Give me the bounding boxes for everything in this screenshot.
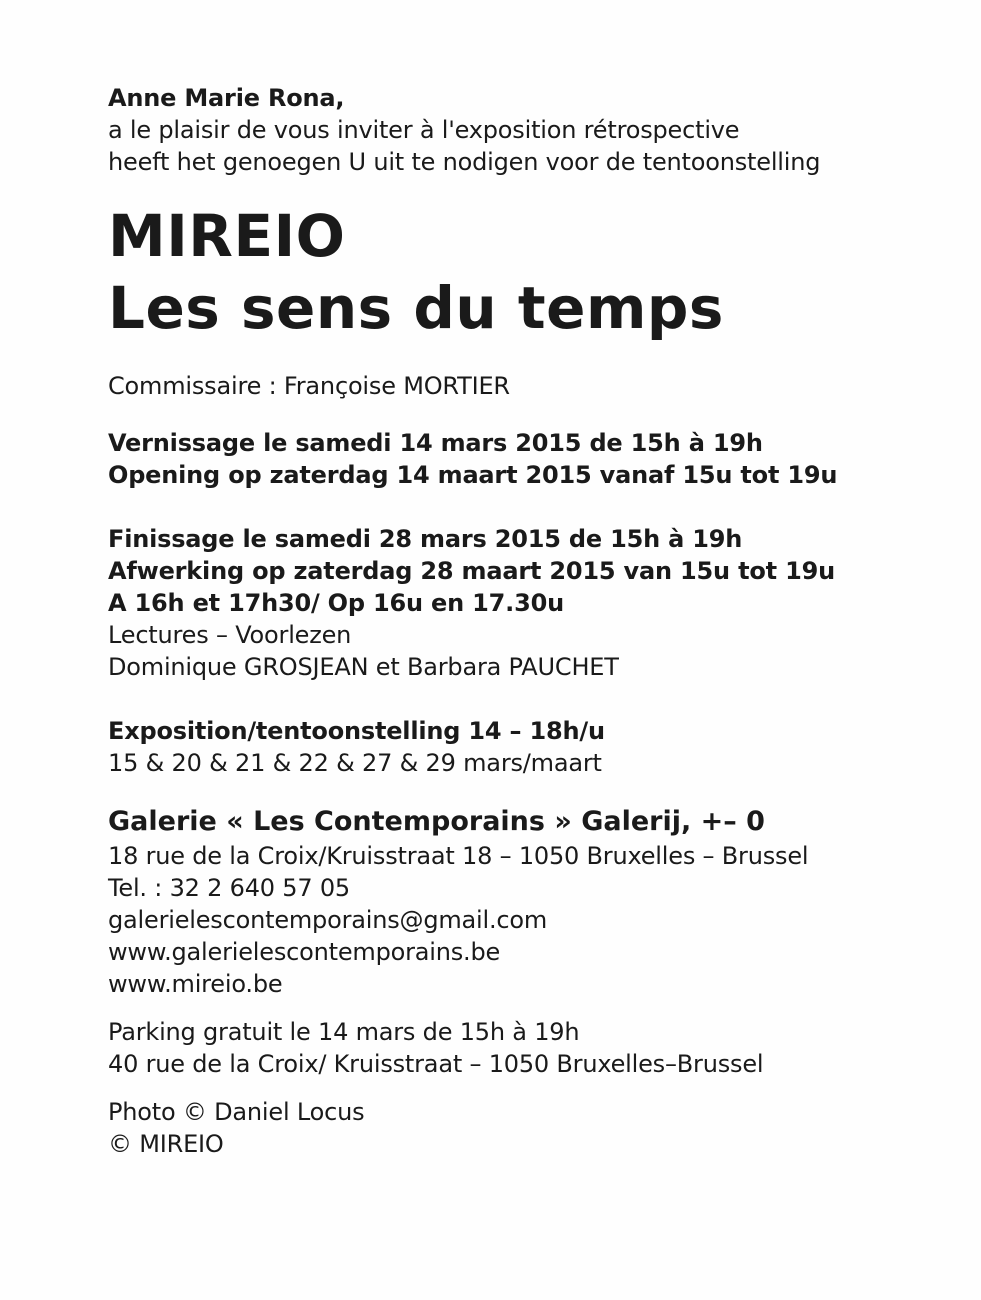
parking-address: 40 rue de la Croix/ Kruisstraat – 1050 Bruxelles–Brussel — [108, 1050, 764, 1078]
reading-times: A 16h et 17h30/ Op 16u en 17.30u — [108, 589, 564, 617]
gallery-phone: Tel. : 32 2 640 57 05 — [108, 874, 350, 902]
gallery-email: galerielescontemporains@gmail.com — [108, 906, 548, 934]
gallery-address: 18 rue de la Croix/Kruisstraat 18 – 1050 Bruxelles – Brussel — [108, 842, 809, 870]
gallery-website: www.galerielescontemporains.be — [108, 938, 501, 966]
exhibition-hours-heading: Exposition/tentoonstelling 14 – 18h/u — [108, 717, 605, 745]
gallery-name: Galerie « Les Contemporains » Galerij, +– 0 — [108, 806, 765, 837]
host-name: Anne Marie Rona, — [108, 84, 345, 112]
closing-fr: Finissage le samedi 28 mars 2015 de 15h à 19h — [108, 525, 743, 553]
readings-label: Lectures – Voorlezen — [108, 621, 352, 649]
exhibition-dates: 15 & 20 & 21 & 22 & 27 & 29 mars/maart — [108, 749, 602, 777]
parking-info: Parking gratuit le 14 mars de 15h à 19h — [108, 1018, 580, 1046]
artist-name: MIREIO — [108, 202, 346, 270]
artist-website: www.mireio.be — [108, 970, 283, 998]
invitation-content — [108, 82, 968, 1160]
closing-nl: Afwerking op zaterdag 28 maart 2015 van 15u tot 19u — [108, 557, 835, 585]
opening-nl: Opening op zaterdag 14 maart 2015 vanaf 15u tot 19u — [108, 461, 838, 489]
invite-text-nl: heeft het genoegen U uit te nodigen voor de tentoonstelling — [108, 148, 821, 176]
photo-credit: Photo © Daniel Locus — [108, 1098, 365, 1126]
readers: Dominique GROSJEAN et Barbara PAUCHET — [108, 653, 619, 681]
curator: Commissaire : Françoise MORTIER — [108, 372, 510, 400]
copyright: © MIREIO — [108, 1130, 224, 1158]
invite-text-fr: a le plaisir de vous inviter à l'exposition rétrospective — [108, 116, 740, 144]
opening-fr: Vernissage le samedi 14 mars 2015 de 15h à 19h — [108, 429, 763, 457]
exhibition-title: Les sens du temps — [108, 274, 724, 342]
